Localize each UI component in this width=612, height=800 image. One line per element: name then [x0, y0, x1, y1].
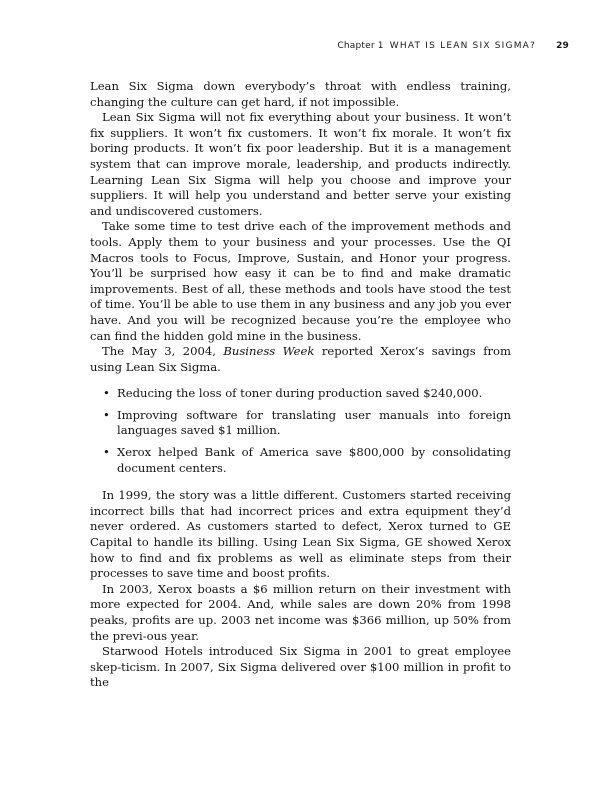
list-item [90, 408, 511, 439]
bullet-icon: • [103, 407, 110, 422]
list-item [90, 386, 511, 402]
bullet-icon: • [103, 445, 110, 460]
savings-list [90, 386, 511, 476]
list-item-text: Improving software for translating user manuals into foreign languages saved $1 million. [117, 407, 511, 438]
running-header [337, 41, 569, 51]
paragraph-1999: In 1999, the story was a little different. Customers started receiving incorrect bills that had incorrect prices and extra equipment they’d never ordered. As customers started to defect, Xerox turned to GE Capital to handle its billing. Using Lean Six Sigma, GE showed Xerox how to find and fix problems as well as eliminate steps from their processes to save time and boost profits. [90, 488, 511, 581]
body-text [90, 79, 511, 691]
bullet-icon: • [103, 386, 110, 401]
businessweek-title: Business Week [223, 344, 315, 359]
paragraph-test-drive: Take some time to test drive each of the improvement methods and tools. Apply them to your business and your processes. Use the QI Macros tools to Focus, Improve, Sustain, and Honor your progress. You’ll be surprised how easy it can be to find and make dramatic improvements. Best of all, these methods and tools have stood the test of time. You’ll be able to use them in any business and any job you ever have. And you will be recognized because you’re the employee who can find the hidden gold mine in the business. [90, 219, 511, 343]
chapter-title: WHAT IS LEAN SIX SIGMA? [389, 41, 536, 51]
page-number: 29 [556, 41, 569, 51]
paragraph-continued: Lean Six Sigma down everybody’s throat with endless training, changing the culture can get hard, if not impossible. [90, 79, 511, 109]
list-item-text: Xerox helped Bank of America save $800,000 by consolidating document centers. [117, 445, 511, 475]
paragraph-businessweek [90, 344, 511, 375]
list-item-text: Reducing the loss of toner during production saved $240,000. [117, 386, 483, 401]
businessweek-text-before: The May 3, 2004, [102, 344, 224, 359]
chapter-label: Chapter 1 [337, 41, 384, 51]
businessweek-text-after: reported Xerox’s savings from using Lean Six Sigma. [90, 344, 511, 374]
paragraph-2003: In 2003, Xerox boasts a $6 million return on their investment with more expected for 2004. And, while sales are down 20% from 1998 peaks, profits are up. 2003 net income was $366 million, up 50% from the previ-ous year. [90, 581, 511, 643]
paragraph-starwood: Starwood Hotels introduced Six Sigma in 2001 to great employee skep-ticism. In 2007, Six Sigma delivered over $100 million in profit to the [90, 644, 511, 690]
list-item [90, 445, 511, 476]
paragraph-fix-everything: Lean Six Sigma will not fix everything about your business. It won’t fix suppliers. It won’t fix customers. It won’t fix morale. It won’t fix boring products. It won’t fix poor leadership. But it is a management system that can improve morale, leadership, and products indirectly. Learning Lean Six Sigma will help you choose and improve your suppliers. It will help you understand and better serve your existing and undiscovered customers. [90, 110, 511, 218]
